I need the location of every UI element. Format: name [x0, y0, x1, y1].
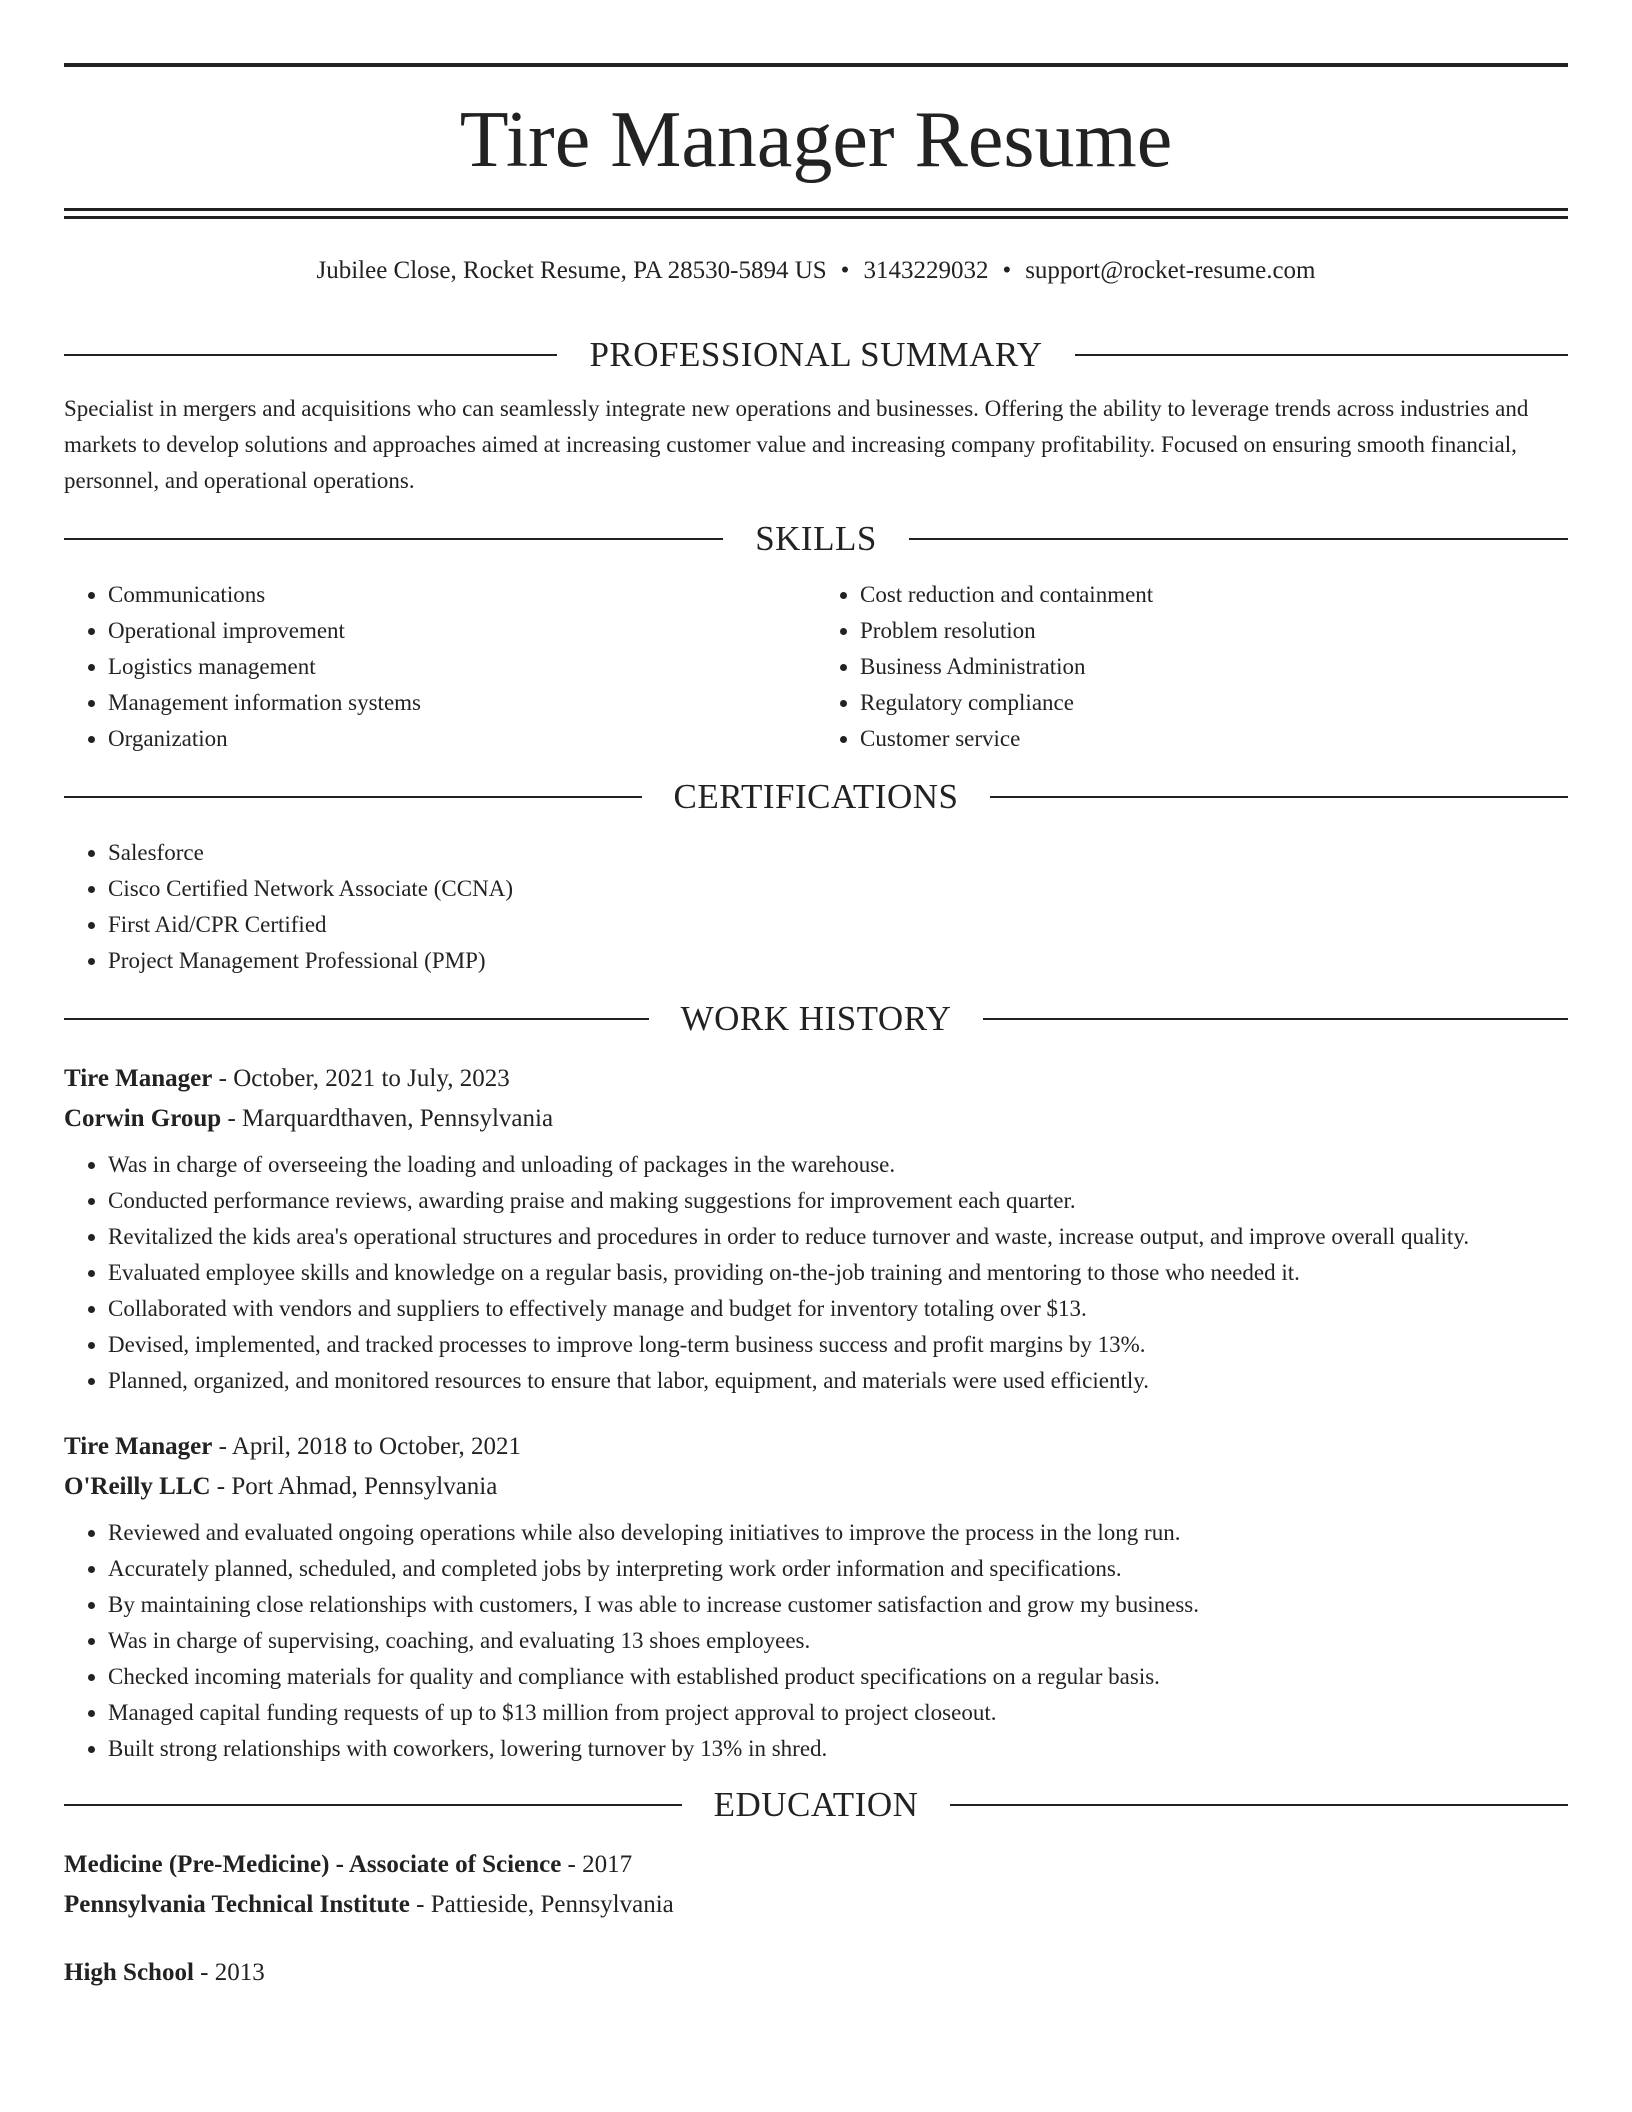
job-company-line	[64, 1467, 1568, 1507]
list-item: • Logistics management	[108, 649, 816, 685]
section-heading-work-history	[64, 989, 1568, 1049]
education-list	[64, 1845, 1568, 1993]
education-school-line	[64, 1885, 1568, 1925]
job-company: O'Reilly LLC	[64, 1473, 211, 1500]
job-company: Corwin Group	[64, 1105, 222, 1132]
list-item: • Problem resolution	[860, 613, 1568, 649]
top-rule	[64, 63, 1568, 67]
list-item: • Regulatory compliance	[860, 685, 1568, 721]
education-degree-line	[64, 1845, 1568, 1885]
contact-separator: •	[840, 257, 850, 284]
list-item: • Cisco Certified Network Associate (CCNA)	[108, 871, 1568, 907]
job-bullet: • Was in charge of overseeing the loading and unloading of packages in the warehouse.	[108, 1147, 1568, 1183]
job-entry	[64, 1059, 1568, 1399]
education-degree: Medicine (Pre-Medicine) - Associate of Science	[64, 1851, 562, 1878]
list-item: • Cost reduction and containment	[860, 577, 1568, 613]
list-item: • Operational improvement	[108, 613, 816, 649]
job-bullet: • Managed capital funding requests of up to $13 million from project approval to project closeout.	[108, 1695, 1568, 1731]
job-location: Marquardthaven, Pennsylvania	[242, 1105, 554, 1132]
job-bullet: • By maintaining close relationships with customers, I was able to increase customer satisfaction and grow my business.	[108, 1587, 1568, 1623]
contact-line	[64, 254, 1568, 288]
education-school: Pennsylvania Technical Institute	[64, 1891, 410, 1918]
job-dates: October, 2021 to July, 2023	[233, 1065, 510, 1092]
certifications-list	[64, 835, 1568, 979]
list-item: • Organization	[108, 721, 816, 757]
joiner: -	[212, 1433, 232, 1460]
section-heading-education	[64, 1775, 1568, 1835]
job-bullet: • Built strong relationships with coworkers, lowering turnover by 13% in shred.	[108, 1731, 1568, 1767]
resume-title: Tire Manager Resume	[459, 96, 1173, 184]
job-bullets	[64, 1147, 1568, 1399]
job-entry	[64, 1427, 1568, 1767]
education-degree-line	[64, 1953, 1568, 1993]
skills-left-list	[64, 577, 816, 757]
joiner: -	[561, 1851, 583, 1878]
work-history-list	[64, 1059, 1568, 1767]
list-item: • Customer service	[860, 721, 1568, 757]
job-bullet: • Conducted performance reviews, awarding praise and making suggestions for improvement each quarter.	[108, 1183, 1568, 1219]
joiner: -	[212, 1065, 234, 1092]
section-heading-label: PROFESSIONAL SUMMARY	[589, 335, 1043, 374]
job-bullet: • Planned, organized, and monitored resources to ensure that labor, equipment, and materials were used efficiently.	[108, 1363, 1568, 1399]
certifications-block	[64, 835, 1568, 979]
skills-columns	[64, 577, 1568, 757]
job-bullet: • Evaluated employee skills and knowledge on a regular basis, providing on-the-job training and mentoring to those who needed it.	[108, 1255, 1568, 1291]
contact-separator: •	[1002, 257, 1012, 284]
education-entry	[64, 1845, 1568, 1925]
job-bullet: • Revitalized the kids area's operational structures and procedures in order to reduce turnover and waste, increase output, and improve overall quality.	[108, 1219, 1568, 1255]
list-item: • Project Management Professional (PMP)	[108, 943, 1568, 979]
job-title: Tire Manager	[64, 1065, 213, 1092]
job-bullet: • Reviewed and evaluated ongoing operations while also developing initiatives to improve the process in the long run.	[108, 1515, 1568, 1551]
list-item: • Communications	[108, 577, 816, 613]
joiner: -	[409, 1891, 431, 1918]
job-location: Port Ahmad, Pennsylvania	[231, 1473, 498, 1500]
job-bullets	[64, 1515, 1568, 1767]
joiner: -	[210, 1473, 232, 1500]
summary-text: Specialist in mergers and acquisitions who can seamlessly integrate new operations and businesses. Offering the ability to leverage trends across industries and markets to develop solutions and approaches aimed at increasing customer value and increasing company profitability. Focused on ensuring smooth financial, personnel, and operational operations.	[64, 396, 1529, 493]
job-title-line	[64, 1059, 1568, 1099]
resume-content	[64, 325, 1568, 1993]
job-title-line	[64, 1427, 1568, 1467]
list-item: • Management information systems	[108, 685, 816, 721]
section-heading-label: SKILLS	[755, 519, 877, 558]
title-double-rule	[64, 208, 1568, 219]
section-heading-certifications	[64, 767, 1568, 827]
job-dates: April, 2018 to October, 2021	[231, 1433, 522, 1460]
contact-address: Jubilee Close, Rocket Resume, PA 28530-5894 US	[316, 257, 827, 284]
education-year: 2013	[214, 1959, 265, 1986]
job-company-line	[64, 1099, 1568, 1139]
skills-right-list	[816, 577, 1568, 757]
section-heading-label: EDUCATION	[713, 1785, 919, 1824]
education-entry	[64, 1953, 1568, 1993]
list-item: • Salesforce	[108, 835, 1568, 871]
section-heading-skills	[64, 509, 1568, 569]
list-item: • Business Administration	[860, 649, 1568, 685]
job-bullet: • Was in charge of supervising, coaching, and evaluating 13 shoes employees.	[108, 1623, 1568, 1659]
education-year: 2017	[582, 1851, 633, 1878]
job-bullet: • Collaborated with vendors and suppliers to effectively manage and budget for inventory totaling over $13.	[108, 1291, 1568, 1327]
job-title: Tire Manager	[64, 1433, 213, 1460]
job-bullet: • Checked incoming materials for quality and compliance with established product specifications on a regular basis.	[108, 1659, 1568, 1695]
education-degree: High School	[64, 1959, 194, 1986]
list-item: • First Aid/CPR Certified	[108, 907, 1568, 943]
joiner: -	[221, 1105, 243, 1132]
education-location: Pattieside, Pennsylvania	[430, 1891, 674, 1918]
job-bullet: • Devised, implemented, and tracked processes to improve long-term business success and profit margins by 13%.	[108, 1327, 1568, 1363]
section-heading-label: CERTIFICATIONS	[673, 777, 959, 816]
contact-phone: 3143229032	[863, 257, 989, 284]
joiner: -	[193, 1959, 215, 1986]
contact-email: support@rocket-resume.com	[1025, 257, 1316, 284]
section-heading-summary	[64, 325, 1568, 385]
job-bullet: • Accurately planned, scheduled, and completed jobs by interpreting work order information and specifications.	[108, 1551, 1568, 1587]
section-heading-label: WORK HISTORY	[680, 999, 952, 1038]
